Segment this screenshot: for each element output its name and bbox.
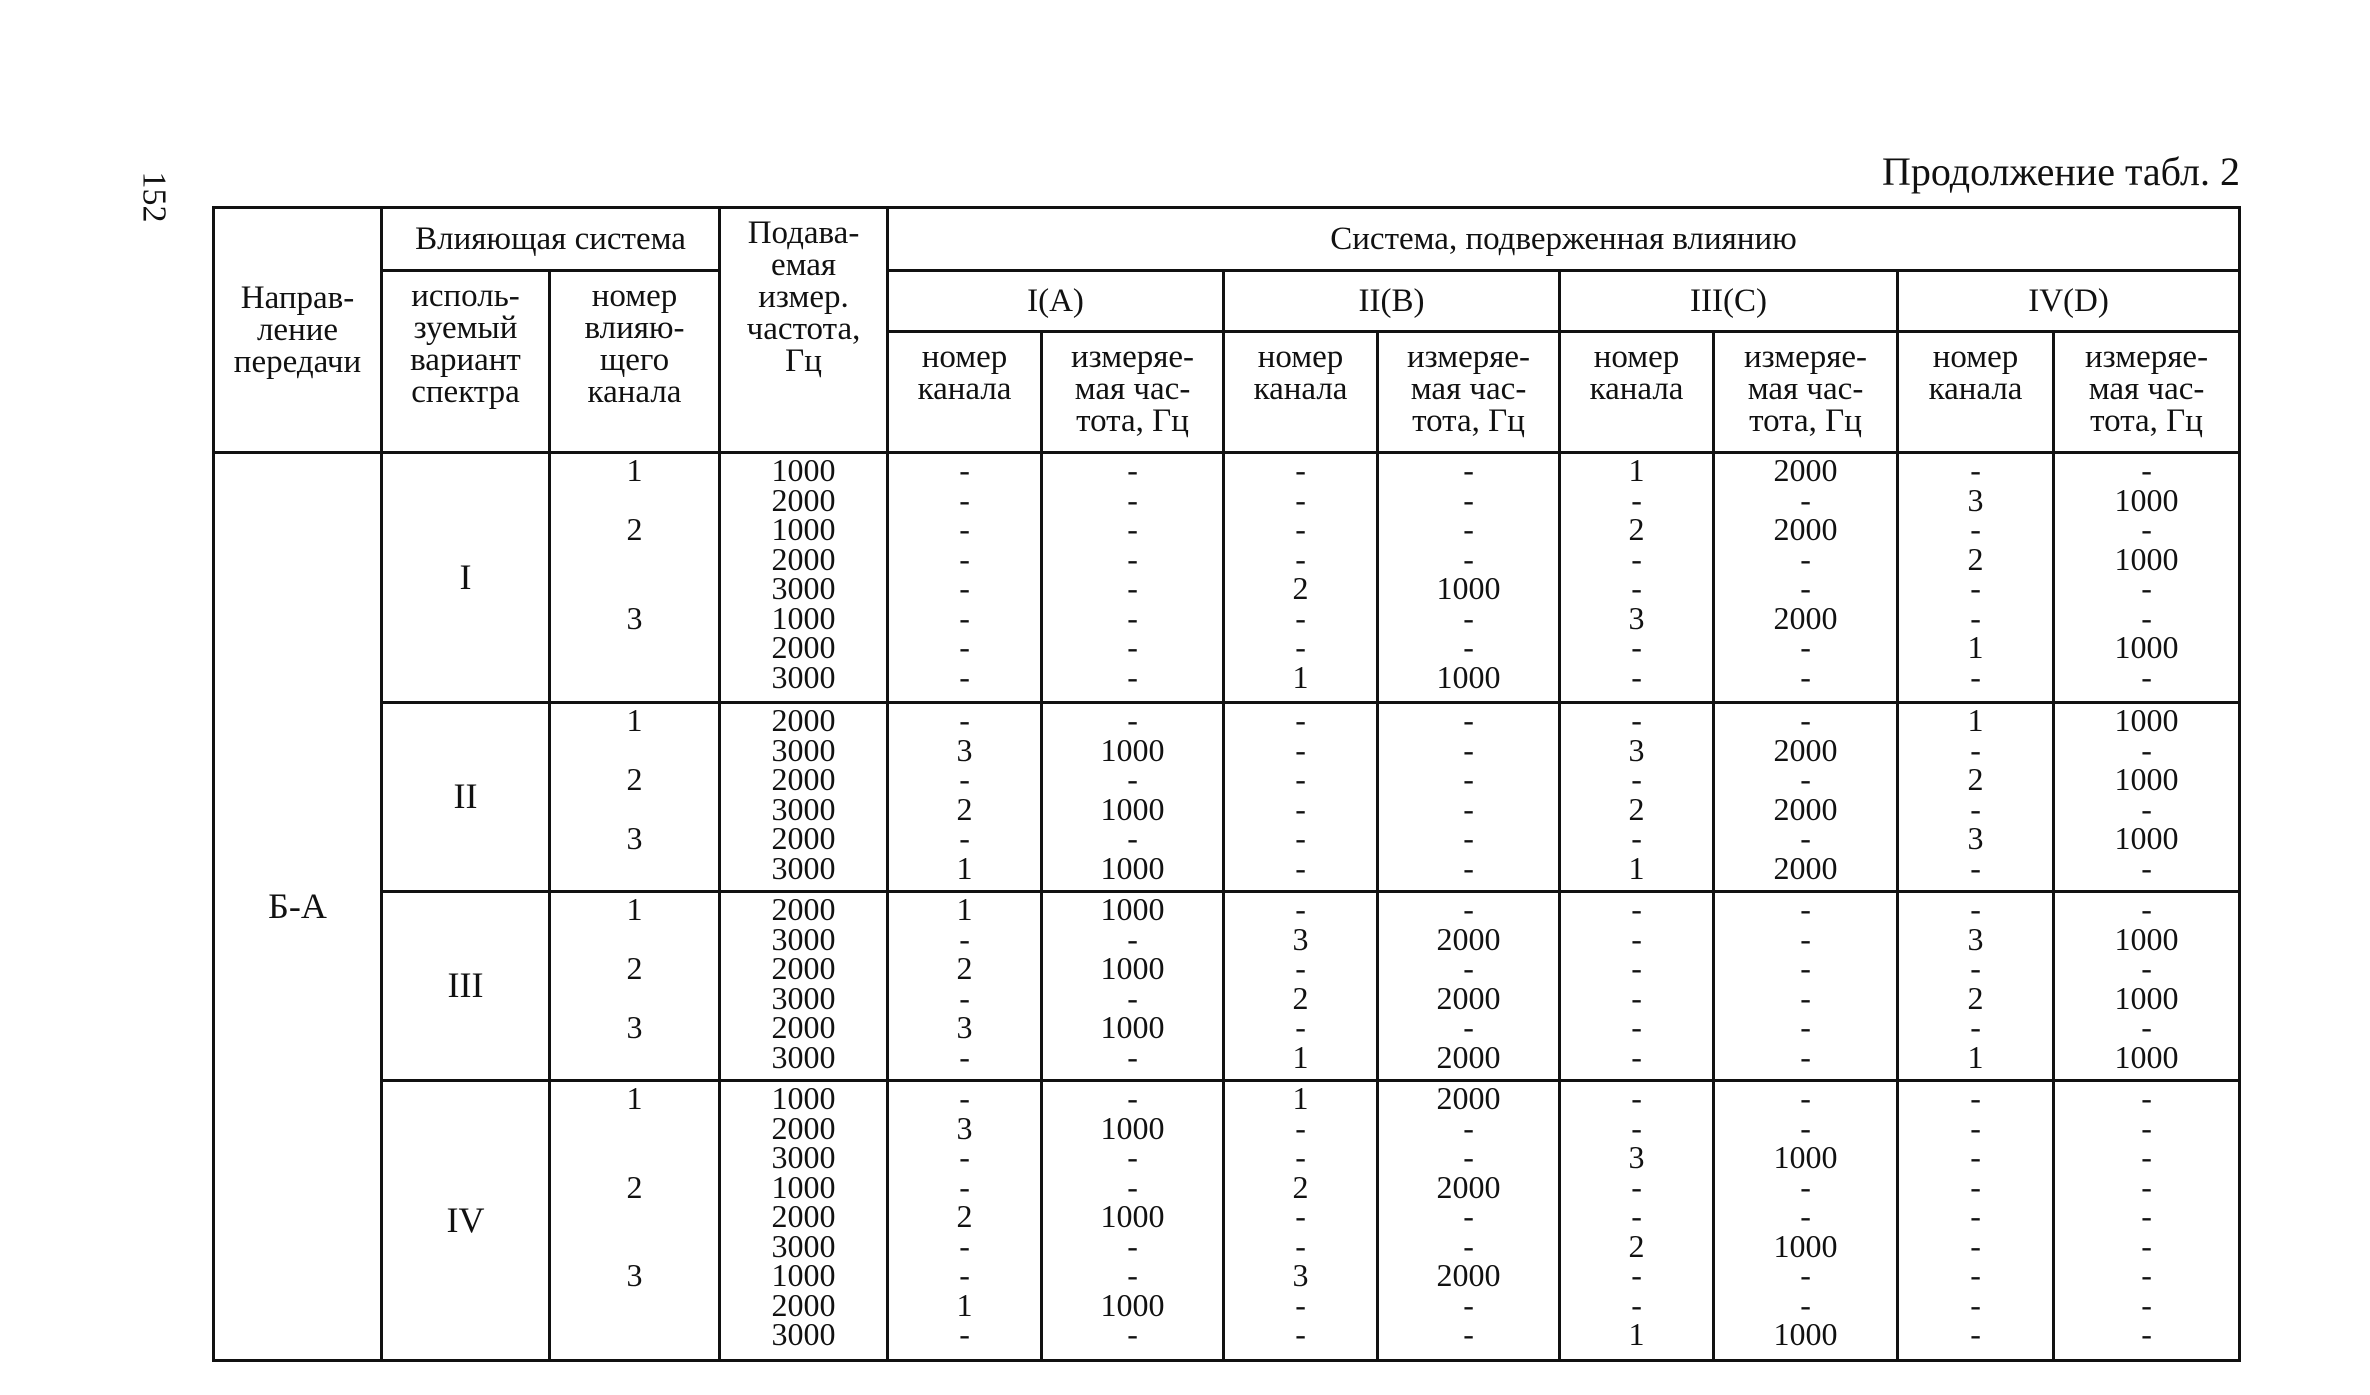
table-row: [214, 892, 2240, 1081]
data-cell: - 1000 - - 1000 - - 1000 -: [1042, 1081, 1224, 1361]
data-cell: - - - - - - - - -: [1898, 1081, 2054, 1361]
freq-cell: 2000 3000 2000 3000 2000 3000: [720, 703, 888, 892]
header-affected-system: Система, подверженная влиянию: [888, 208, 2240, 271]
table-caption: Продолжение табл. 2: [1882, 149, 2240, 194]
data-cell: 1 - - 2 - - 3 - -: [1224, 1081, 1378, 1361]
header-influencing-channel: номер влияю- щего канала: [550, 271, 720, 453]
data-cell: - - - - - -: [1224, 703, 1378, 892]
table-header: [214, 208, 2240, 453]
data-cell: - 2000 - 2000 - 2000: [1378, 892, 1560, 1081]
channel-cell: 1 2 3: [550, 1081, 720, 1361]
data-cell: - - 3 - - 2 - - 1: [1560, 1081, 1714, 1361]
data-cell: - - - - - - - -: [888, 453, 1042, 703]
data-cell: - 3 - 2 - 1: [1560, 703, 1714, 892]
data-cell: 1 - 2 - - 3 - -: [1560, 453, 1714, 703]
header-measured-frequency: измеряе- мая час- тота, Гц: [1714, 332, 1898, 453]
data-cell: - - 1000 - - 1000 - - 1000: [1714, 1081, 1898, 1361]
freq-cell: 1000 2000 1000 2000 3000 1000 2000 3000: [720, 453, 888, 703]
table-row: [214, 453, 2240, 703]
header-influencing-system: Влияющая система: [382, 208, 720, 271]
table-row: [214, 1081, 2240, 1361]
header-supplied-frequency: Подава- емая измер. частота, Гц: [720, 208, 888, 453]
data-cell: - - - - 1000 - - 1000: [1378, 453, 1560, 703]
data-cell: 1 - 2 - 3 -: [888, 892, 1042, 1081]
data-cell: - 1000 - 1000 - 1000: [2054, 892, 2240, 1081]
data-cell: - - - - 2 - - 1: [1224, 453, 1378, 703]
header-channel-no: номер канала: [888, 332, 1042, 453]
header-channel-no: номер канала: [1898, 332, 2054, 453]
header-measured-frequency: измеряе- мая час- тота, Гц: [1378, 332, 1560, 453]
data-cell: - 1000 - 1000 - - 1000 -: [2054, 453, 2240, 703]
data-cell: 1 - 2 - 3 -: [1898, 703, 2054, 892]
data-cell: - - - - - -: [1378, 703, 1560, 892]
data-cell: - 1000 - 1000 - 1000: [1042, 703, 1224, 892]
data-cell: 1000 - 1000 - 1000 -: [1042, 892, 1224, 1081]
data-cell: - 3 - 2 - 1: [888, 703, 1042, 892]
freq-cell: 2000 3000 2000 3000 2000 3000: [720, 892, 888, 1081]
variant-cell: I: [382, 453, 550, 703]
channel-cell: 1 2 3: [550, 892, 720, 1081]
header-direction: Направ- ление передачи: [214, 208, 382, 453]
data-cell: - - - - - -: [1714, 892, 1898, 1081]
data-cell: - - - - - - - - -: [2054, 1081, 2240, 1361]
data-cell: 2000 - - 2000 - - 2000 - -: [1378, 1081, 1560, 1361]
header-system-b: II(B): [1224, 271, 1560, 332]
freq-cell: 1000 2000 3000 1000 2000 3000 1000 2000 3000: [720, 1081, 888, 1361]
data-cell: 1000 - 1000 - 1000 -: [2054, 703, 2240, 892]
data-cell: 2000 - 2000 - - 2000 - -: [1714, 453, 1898, 703]
header-system-c: III(C): [1560, 271, 1898, 332]
table-body: [214, 453, 2240, 1361]
header-channel-no: номер канала: [1224, 332, 1378, 453]
variant-cell: IV: [382, 1081, 550, 1361]
frequency-table: [212, 206, 2241, 1362]
header-spectrum-variant: исполь- зуемый вариант спектра: [382, 271, 550, 453]
data-cell: - 3 - 2 - 1: [1898, 892, 2054, 1081]
data-cell: - 3 - 2 - 1: [1224, 892, 1378, 1081]
data-cell: - 3 - 2 - - 1 -: [1898, 453, 2054, 703]
channel-cell: 1 2 3: [550, 703, 720, 892]
data-cell: - - - - - -: [1560, 892, 1714, 1081]
header-measured-frequency: измеряе- мая час- тота, Гц: [2054, 332, 2240, 453]
header-system-a: I(A): [888, 271, 1224, 332]
channel-cell: 1 2 3: [550, 453, 720, 703]
page-number: 152: [135, 171, 173, 223]
variant-cell: II: [382, 703, 550, 892]
data-cell: - 3 - - 2 - - 1 -: [888, 1081, 1042, 1361]
table-row: [214, 703, 2240, 892]
header-system-d: IV(D): [1898, 271, 2240, 332]
direction-cell: Б-А: [214, 453, 382, 1361]
data-cell: - 2000 - 2000 - 2000: [1714, 703, 1898, 892]
variant-cell: III: [382, 892, 550, 1081]
header-channel-no: номер канала: [1560, 332, 1714, 453]
header-measured-frequency: измеряе- мая час- тота, Гц: [1042, 332, 1224, 453]
data-cell: - - - - - - - -: [1042, 453, 1224, 703]
